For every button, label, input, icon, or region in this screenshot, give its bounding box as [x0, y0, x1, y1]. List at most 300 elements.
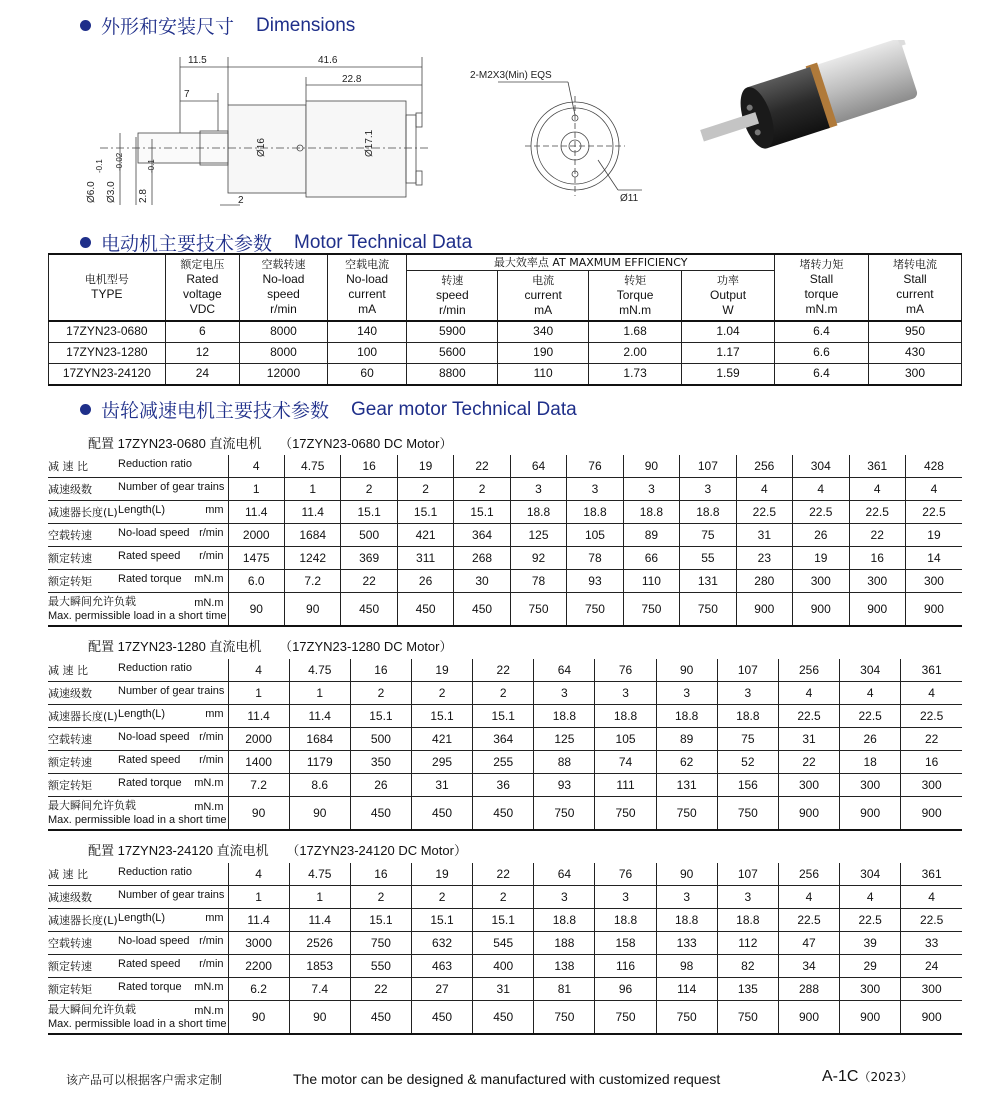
gear-value-cell: 4: [901, 886, 962, 909]
gear-value-cell: 18.8: [717, 909, 778, 932]
gear-value-cell: 3: [656, 886, 717, 909]
gear-value-cell: 22.5: [840, 705, 901, 728]
eff-current-header: 电流 current mA: [498, 271, 589, 321]
gear-value-cell: 4: [778, 682, 839, 705]
gear-value-cell: 22: [778, 751, 839, 774]
dim-3-tol: -0.02: [115, 152, 124, 171]
gear-value-cell: 16: [341, 455, 397, 478]
gear-value-cell: 350: [350, 751, 411, 774]
motor-value-cell: 24: [165, 363, 239, 385]
gear-value-cell: 133: [656, 932, 717, 955]
gear-value-cell: 11.4: [284, 501, 340, 524]
gear-value-cell: 112: [717, 932, 778, 955]
gear-value-cell: 1684: [289, 728, 350, 751]
gear-value-cell: 300: [901, 774, 962, 797]
row-label: 减 速 比 Reduction ratio: [48, 455, 228, 478]
motor-value-cell: 8000: [240, 342, 328, 363]
dim-3: Ø3.0: [106, 181, 117, 203]
gear-value-cell: 304: [840, 659, 901, 682]
gear-value-cell: 33: [901, 932, 962, 955]
dim-11-5: 11.5: [188, 55, 207, 66]
gear-row-ratio: [48, 455, 962, 478]
gear-value-cell: 11.4: [289, 909, 350, 932]
gear-value-cell: 4: [228, 863, 289, 886]
gear-value-cell: 2: [350, 682, 411, 705]
gear-value-cell: 1475: [228, 547, 284, 570]
gear-value-cell: 4.75: [289, 863, 350, 886]
gear-value-cell: 27: [411, 978, 472, 1001]
gear-value-cell: 7.2: [284, 570, 340, 593]
gear-value-cell: 300: [905, 570, 962, 593]
gear-value-cell: 1242: [284, 547, 340, 570]
motor-value-cell: 12: [165, 342, 239, 363]
eff-torque-header: 转矩 Torque mN.m: [589, 271, 682, 321]
gear-value-cell: 3: [595, 682, 656, 705]
gear-row-trains: [48, 478, 962, 501]
gear-value-cell: 300: [840, 774, 901, 797]
gear-value-cell: 2526: [289, 932, 350, 955]
dim-6-tol: -0.1: [95, 159, 104, 173]
gear-value-cell: 450: [411, 797, 472, 831]
gear-value-cell: 156: [717, 774, 778, 797]
gear-row-max-load: [48, 1001, 962, 1035]
gear-row-noload: [48, 524, 962, 547]
gear-value-cell: 500: [350, 728, 411, 751]
gear-value-cell: 256: [736, 455, 792, 478]
gear-value-cell: 500: [341, 524, 397, 547]
gear-value-cell: 22.5: [901, 705, 962, 728]
gear-value-cell: 15.1: [473, 705, 534, 728]
gear-value-cell: 300: [849, 570, 905, 593]
gear-value-cell: 7.4: [289, 978, 350, 1001]
gear-value-cell: 78: [510, 570, 566, 593]
row-label: 额定转速 Rated speed r/min: [48, 751, 228, 774]
gear-table-24120: [48, 863, 962, 1035]
gear-value-cell: 11.4: [228, 909, 289, 932]
gear-value-cell: 64: [510, 455, 566, 478]
gear-row-length: [48, 909, 962, 932]
gear-row-length: [48, 705, 962, 728]
gear-value-cell: 750: [656, 797, 717, 831]
gear-row-trains: [48, 886, 962, 909]
gear-value-cell: 1: [289, 682, 350, 705]
gear-value-cell: 105: [567, 524, 623, 547]
gear-value-cell: 36: [473, 774, 534, 797]
gear-value-cell: 450: [350, 797, 411, 831]
gear-value-cell: 750: [680, 593, 736, 627]
section-title-motor: 电动机主要技术参数 Motor Technical Data: [80, 229, 472, 256]
gear-value-cell: 900: [793, 593, 849, 627]
motor-row: [49, 321, 962, 343]
efficiency-header: 最大效率点 AT MAXMUM EFFICIENCY: [407, 254, 775, 271]
gear-value-cell: 55: [680, 547, 736, 570]
gear-value-cell: 1: [228, 682, 289, 705]
gear-value-cell: 4.75: [284, 455, 340, 478]
gear-value-cell: 1: [289, 886, 350, 909]
gear-value-cell: 1853: [289, 955, 350, 978]
gear-value-cell: 19: [397, 455, 453, 478]
gear-value-cell: 545: [473, 932, 534, 955]
gear-value-cell: 93: [567, 570, 623, 593]
gear-value-cell: 750: [623, 593, 679, 627]
gear-value-cell: 90: [623, 455, 679, 478]
row-label: 额定转矩 Rated torque mN.m: [48, 978, 228, 1001]
gear-value-cell: 76: [595, 659, 656, 682]
dim-22-8: 22.8: [342, 74, 362, 85]
gear-value-cell: 361: [901, 659, 962, 682]
motor-value-cell: 1.59: [682, 363, 775, 385]
gear-value-cell: 22.5: [849, 501, 905, 524]
config-label-24120: 配置 17ZYN23-24120 直流电机 （17ZYN23-24120 DC Motor）: [88, 843, 467, 859]
dim-6: Ø6.0: [86, 181, 97, 203]
gear-value-cell: 30: [454, 570, 510, 593]
row-label: 空载转速 No-load speed r/min: [48, 524, 228, 547]
row-label: 最大瞬间允许负载 mN.m Max. permissible load in a short time: [48, 1001, 228, 1035]
motor-value-cell: 6.6: [774, 342, 868, 363]
gear-row-rated_speed: [48, 547, 962, 570]
gear-value-cell: 31: [736, 524, 792, 547]
gear-value-cell: 15.1: [341, 501, 397, 524]
motor-value-cell: 5900: [407, 321, 498, 343]
gear-value-cell: 750: [595, 1001, 656, 1035]
motor-value-cell: 1.04: [682, 321, 775, 343]
gear-value-cell: 90: [228, 593, 284, 627]
gear-value-cell: 7.2: [228, 774, 289, 797]
gear-value-cell: 64: [534, 863, 595, 886]
gear-value-cell: 2: [397, 478, 453, 501]
gear-value-cell: 3: [534, 886, 595, 909]
section-title-gear: 齿轮减速电机主要技术参数 Gear motor Technical Data: [80, 396, 577, 423]
gear-value-cell: 90: [284, 593, 340, 627]
gear-value-cell: 11.4: [228, 501, 284, 524]
gear-value-cell: 22.5: [905, 501, 962, 524]
gear-value-cell: 22.5: [736, 501, 792, 524]
gear-value-cell: 11.4: [228, 705, 289, 728]
row-label: 减 速 比 Reduction ratio: [48, 659, 228, 682]
gear-value-cell: 750: [567, 593, 623, 627]
motor-value-cell: 6.4: [774, 363, 868, 385]
motor-photo: [685, 40, 955, 160]
gear-value-cell: 450: [341, 593, 397, 627]
motor-value-cell: 190: [498, 342, 589, 363]
noload-current-header: 空载电流 No-load current mA: [327, 254, 407, 321]
gear-value-cell: 3: [623, 478, 679, 501]
gear-value-cell: 1179: [289, 751, 350, 774]
dim-11: Ø11: [620, 193, 639, 204]
gear-value-cell: 3: [567, 478, 623, 501]
gear-value-cell: 3: [534, 682, 595, 705]
row-label: 最大瞬间允许负载 mN.m Max. permissible load in a short time: [48, 593, 228, 627]
dim-2-8: 2.8: [138, 189, 149, 203]
gear-value-cell: 1: [228, 886, 289, 909]
motor-value-cell: 950: [868, 321, 961, 343]
gear-value-cell: 4: [793, 478, 849, 501]
motor-value-cell: 5600: [407, 342, 498, 363]
motor-value-cell: 12000: [240, 363, 328, 385]
gear-value-cell: 22.5: [793, 501, 849, 524]
motor-value-cell: 1.73: [589, 363, 682, 385]
gear-value-cell: 26: [350, 774, 411, 797]
gear-value-cell: 62: [656, 751, 717, 774]
gear-value-cell: 304: [793, 455, 849, 478]
gear-value-cell: 2000: [228, 728, 289, 751]
gear-value-cell: 632: [411, 932, 472, 955]
gear-value-cell: 4.75: [289, 659, 350, 682]
gear-value-cell: 22: [901, 728, 962, 751]
gear-value-cell: 550: [350, 955, 411, 978]
bullet-icon: [80, 237, 91, 248]
gear-value-cell: 14: [905, 547, 962, 570]
gear-value-cell: 750: [717, 797, 778, 831]
row-label: 减速器长度(L) Length(L) mm: [48, 705, 228, 728]
gear-value-cell: 256: [778, 863, 839, 886]
gear-value-cell: 4: [228, 455, 284, 478]
gear-value-cell: 105: [595, 728, 656, 751]
gear-value-cell: 131: [656, 774, 717, 797]
gear-value-cell: 75: [680, 524, 736, 547]
gear-value-cell: 47: [778, 932, 839, 955]
gear-value-cell: 22.5: [901, 909, 962, 932]
gear-value-cell: 3: [717, 886, 778, 909]
dim-2-8-tol: -0.1: [147, 159, 156, 173]
gear-value-cell: 4: [228, 659, 289, 682]
gear-value-cell: 428: [905, 455, 962, 478]
gear-value-cell: 188: [534, 932, 595, 955]
gear-table-1280: [48, 659, 962, 831]
footer-en: The motor can be designed & manufactured with customized request: [293, 1071, 721, 1087]
gear-value-cell: 96: [595, 978, 656, 1001]
row-label: 最大瞬间允许负载 mN.m Max. permissible load in a short time: [48, 797, 228, 831]
gear-value-cell: 26: [793, 524, 849, 547]
row-label: 减速级数 Number of gear trains: [48, 478, 228, 501]
gear-value-cell: 18.8: [534, 909, 595, 932]
gear-value-cell: 116: [595, 955, 656, 978]
gear-value-cell: 400: [473, 955, 534, 978]
gear-value-cell: 18: [840, 751, 901, 774]
gear-value-cell: 421: [397, 524, 453, 547]
gear-value-cell: 300: [778, 774, 839, 797]
gear-value-cell: 3: [510, 478, 566, 501]
gear-value-cell: 22.5: [840, 909, 901, 932]
gear-value-cell: 4: [840, 682, 901, 705]
gear-value-cell: 4: [901, 682, 962, 705]
gear-value-cell: 114: [656, 978, 717, 1001]
gear-value-cell: 2: [454, 478, 510, 501]
gear-value-cell: 295: [411, 751, 472, 774]
gear-value-cell: 3: [680, 478, 736, 501]
gear-value-cell: 74: [595, 751, 656, 774]
gear-value-cell: 76: [595, 863, 656, 886]
section-title-dimensions: 外形和安装尺寸 Dimensions: [80, 12, 355, 39]
gear-row-max-load: [48, 593, 962, 627]
gear-value-cell: 15.1: [454, 501, 510, 524]
gear-value-cell: 900: [736, 593, 792, 627]
gear-value-cell: 88: [534, 751, 595, 774]
gear-value-cell: 19: [793, 547, 849, 570]
gear-value-cell: 29: [840, 955, 901, 978]
motor-value-cell: 2.00: [589, 342, 682, 363]
gear-value-cell: 125: [510, 524, 566, 547]
gear-value-cell: 16: [350, 863, 411, 886]
row-label: 减速器长度(L) Length(L) mm: [48, 501, 228, 524]
gear-value-cell: 300: [901, 978, 962, 1001]
gear-row-trains: [48, 682, 962, 705]
motor-type-cell: 17ZYN23-0680: [49, 321, 166, 343]
gear-value-cell: 421: [411, 728, 472, 751]
row-label: 减 速 比 Reduction ratio: [48, 863, 228, 886]
gear-value-cell: 11.4: [289, 705, 350, 728]
gear-value-cell: 1: [284, 478, 340, 501]
gear-value-cell: 900: [840, 1001, 901, 1035]
gear-value-cell: 90: [228, 1001, 289, 1035]
gear-value-cell: 900: [901, 1001, 962, 1035]
motor-value-cell: 110: [498, 363, 589, 385]
gear-value-cell: 107: [717, 659, 778, 682]
gear-value-cell: 19: [411, 659, 472, 682]
gear-row-ratio: [48, 659, 962, 682]
motor-row: [49, 363, 962, 385]
motor-value-cell: 430: [868, 342, 961, 363]
gear-value-cell: 900: [778, 797, 839, 831]
motor-row: [49, 342, 962, 363]
dim-16: Ø16: [256, 138, 267, 157]
motor-value-cell: 100: [327, 342, 407, 363]
gear-value-cell: 4: [778, 886, 839, 909]
gear-value-cell: 24: [901, 955, 962, 978]
gear-value-cell: 89: [656, 728, 717, 751]
gear-value-cell: 110: [623, 570, 679, 593]
gear-value-cell: 22: [473, 659, 534, 682]
dimension-drawing: [80, 45, 480, 215]
gear-value-cell: 463: [411, 955, 472, 978]
gear-value-cell: 90: [289, 1001, 350, 1035]
dim-2: 2: [238, 195, 244, 206]
gear-value-cell: 288: [778, 978, 839, 1001]
gear-value-cell: 22.5: [778, 909, 839, 932]
gear-value-cell: 90: [289, 797, 350, 831]
gear-value-cell: 92: [510, 547, 566, 570]
gear-value-cell: 300: [793, 570, 849, 593]
gear-row-rated_speed: [48, 751, 962, 774]
gear-value-cell: 39: [840, 932, 901, 955]
gear-value-cell: 15.1: [411, 705, 472, 728]
motor-type-cell: 17ZYN23-1280: [49, 342, 166, 363]
gear-value-cell: 26: [397, 570, 453, 593]
gear-value-cell: 18.8: [656, 705, 717, 728]
gear-row-rated_torque: [48, 978, 962, 1001]
gear-value-cell: 18.8: [680, 501, 736, 524]
gear-value-cell: 18.8: [534, 705, 595, 728]
gear-value-cell: 138: [534, 955, 595, 978]
gear-value-cell: 18.8: [567, 501, 623, 524]
gear-value-cell: 15.1: [350, 909, 411, 932]
gear-value-cell: 19: [905, 524, 962, 547]
gear-value-cell: 369: [341, 547, 397, 570]
bullet-icon: [80, 20, 91, 31]
gear-value-cell: 361: [901, 863, 962, 886]
gear-value-cell: 2: [473, 682, 534, 705]
gear-value-cell: 900: [905, 593, 962, 627]
gear-value-cell: 450: [473, 1001, 534, 1035]
gear-value-cell: 107: [717, 863, 778, 886]
gear-value-cell: 750: [595, 797, 656, 831]
gear-value-cell: 15.1: [411, 909, 472, 932]
gear-value-cell: 3: [656, 682, 717, 705]
motor-value-cell: 8800: [407, 363, 498, 385]
row-label: 空载转速 No-load speed r/min: [48, 728, 228, 751]
front-view-drawing: [470, 60, 660, 210]
gear-value-cell: 300: [840, 978, 901, 1001]
motor-value-cell: 6: [165, 321, 239, 343]
gear-value-cell: 89: [623, 524, 679, 547]
stall-current-header: 堵转电流 Stall current mA: [868, 254, 961, 321]
stall-torque-header: 堵转力矩 Stall torque mN.m: [774, 254, 868, 321]
gear-value-cell: 135: [717, 978, 778, 1001]
gear-value-cell: 2: [350, 886, 411, 909]
gear-value-cell: 900: [840, 797, 901, 831]
gear-value-cell: 450: [411, 1001, 472, 1035]
gear-value-cell: 31: [778, 728, 839, 751]
gear-value-cell: 450: [454, 593, 510, 627]
dim-41-6: 41.6: [318, 55, 338, 66]
gear-value-cell: 107: [680, 455, 736, 478]
gear-value-cell: 750: [534, 1001, 595, 1035]
row-label: 额定转速 Rated speed r/min: [48, 955, 228, 978]
gear-value-cell: 81: [534, 978, 595, 1001]
gear-value-cell: 90: [656, 863, 717, 886]
gear-value-cell: 304: [840, 863, 901, 886]
gear-value-cell: 2200: [228, 955, 289, 978]
gear-value-cell: 131: [680, 570, 736, 593]
gear-value-cell: 361: [849, 455, 905, 478]
gear-value-cell: 125: [534, 728, 595, 751]
gear-row-noload: [48, 932, 962, 955]
gear-value-cell: 16: [901, 751, 962, 774]
motor-value-cell: 60: [327, 363, 407, 385]
gear-value-cell: 34: [778, 955, 839, 978]
gear-value-cell: 16: [350, 659, 411, 682]
gear-value-cell: 4: [905, 478, 962, 501]
gear-value-cell: 18.8: [595, 705, 656, 728]
gear-value-cell: 18.8: [656, 909, 717, 932]
gear-value-cell: 15.1: [473, 909, 534, 932]
gear-value-cell: 4: [840, 886, 901, 909]
gear-value-cell: 2: [341, 478, 397, 501]
gear-value-cell: 900: [778, 1001, 839, 1035]
gear-value-cell: 450: [397, 593, 453, 627]
gear-value-cell: 450: [350, 1001, 411, 1035]
motor-value-cell: 300: [868, 363, 961, 385]
eff-speed-header: 转速 speed r/min: [407, 271, 498, 321]
gear-value-cell: 2: [411, 886, 472, 909]
gear-value-cell: 2000: [228, 524, 284, 547]
gear-value-cell: 15.1: [397, 501, 453, 524]
gear-value-cell: 22: [341, 570, 397, 593]
gear-value-cell: 90: [656, 659, 717, 682]
motor-value-cell: 340: [498, 321, 589, 343]
gear-value-cell: 2: [411, 682, 472, 705]
gear-value-cell: 1: [228, 478, 284, 501]
motor-value-cell: 140: [327, 321, 407, 343]
gear-row-rated_speed: [48, 955, 962, 978]
gear-value-cell: 364: [454, 524, 510, 547]
gear-value-cell: 364: [473, 728, 534, 751]
gear-value-cell: 255: [473, 751, 534, 774]
bullet-icon: [80, 404, 91, 415]
gear-value-cell: 26: [840, 728, 901, 751]
noload-speed-header: 空载转速 No-load speed r/min: [240, 254, 328, 321]
gear-row-max-load: [48, 797, 962, 831]
